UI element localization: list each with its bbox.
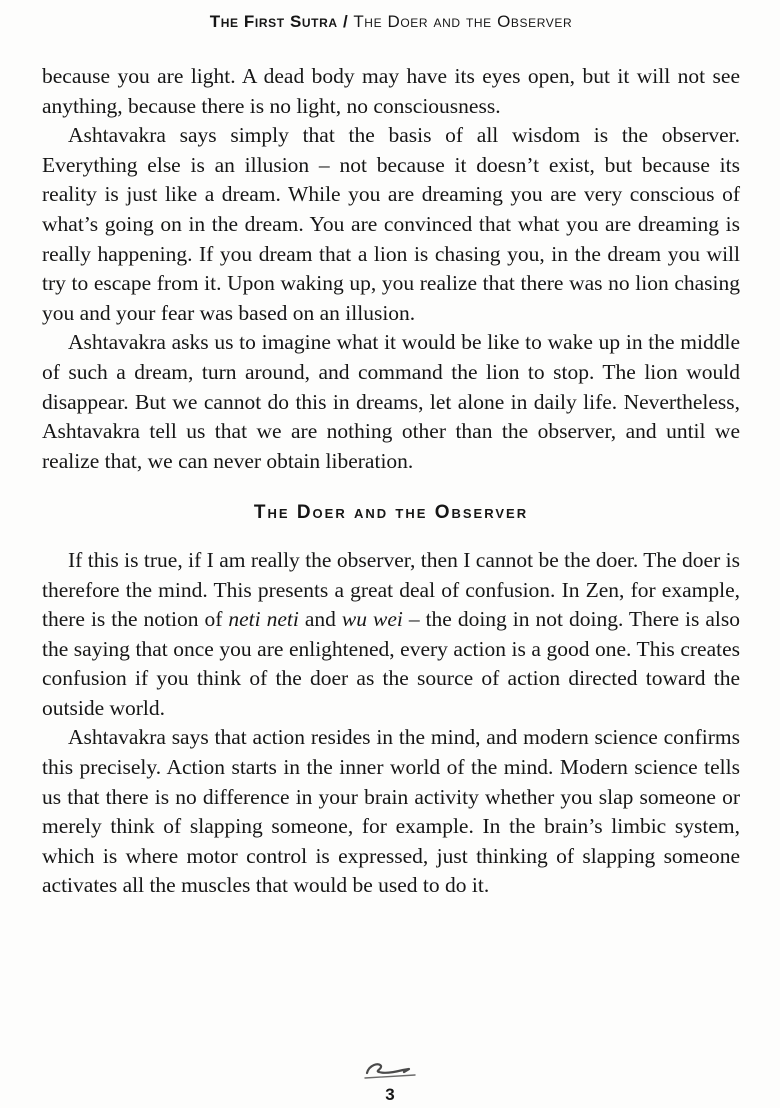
paragraph: Ashtavakra says simply that the basis of all wisdom is the observer. Everything else is an illusion – not because it doesn’t exist, but because its reality is just like a dream. While you are dreaming you are very conscious of what’s going on in the dream. You are convinced that what you are dreaming is really happening. If you dream that a lion is chasing you, in the dream you will try to escape from it. Upon waking up, you realize that there was no lion chasing you and your fear was based on an illusion.: [42, 123, 740, 325]
italic-term: neti neti: [228, 607, 299, 632]
page-number: 3: [385, 1085, 395, 1104]
italic-term: wu wei: [341, 607, 403, 632]
paragraph-text: – the doing in not doing. There is also the saying that once you are enlightened, every action is a good one. This creates confusion if you think of the doer as the source of action directed toward the outside world.: [42, 607, 741, 720]
page-footer: [0, 1060, 780, 1104]
paragraph-text: If this is true, if I am really the observer, then I cannot be the doer. The doer is therefore the mind. This presents a great deal of confusion. In Zen, for example, there is the notion of: [42, 547, 740, 632]
running-header: [42, 12, 740, 32]
page-body: [42, 62, 740, 901]
paragraph: Ashtavakra says that action resides in the mind, and modern science confirms this precisely. Action starts in the inner world of the mind. Modern science tells us that there is no difference in your brain activity whether you slap someone or merely think of slapping someone, for example. In the brain’s limbic system, which is where motor control is expressed, just thinking of slapping someone activates all the muscles that would be used to do it.: [42, 725, 740, 898]
running-header-book-part: The First Sutra /: [209, 12, 349, 31]
paragraph-text: and: [298, 607, 342, 632]
running-header-chapter: The Doer and the Observer: [348, 12, 573, 31]
section-heading: The Doer and the Observer: [253, 502, 529, 524]
paragraph: [42, 546, 740, 724]
squiggle-ornament-icon: [357, 1060, 423, 1086]
paragraph-continuation: because you are light. A dead body may have its eyes open, but it will not see anything, because there is no light, no consciousness.: [42, 64, 740, 118]
paragraph: Ashtavakra asks us to imagine what it would be like to wake up in the middle of such a dream, turn around, and command the lion to stop. The lion would disappear. But we cannot do this in dreams, let alone in daily life. Nevertheless, Ashtavakra tell us that we are nothing other than the observer, and until we realize that, we can never obtain liberation.: [42, 330, 740, 473]
